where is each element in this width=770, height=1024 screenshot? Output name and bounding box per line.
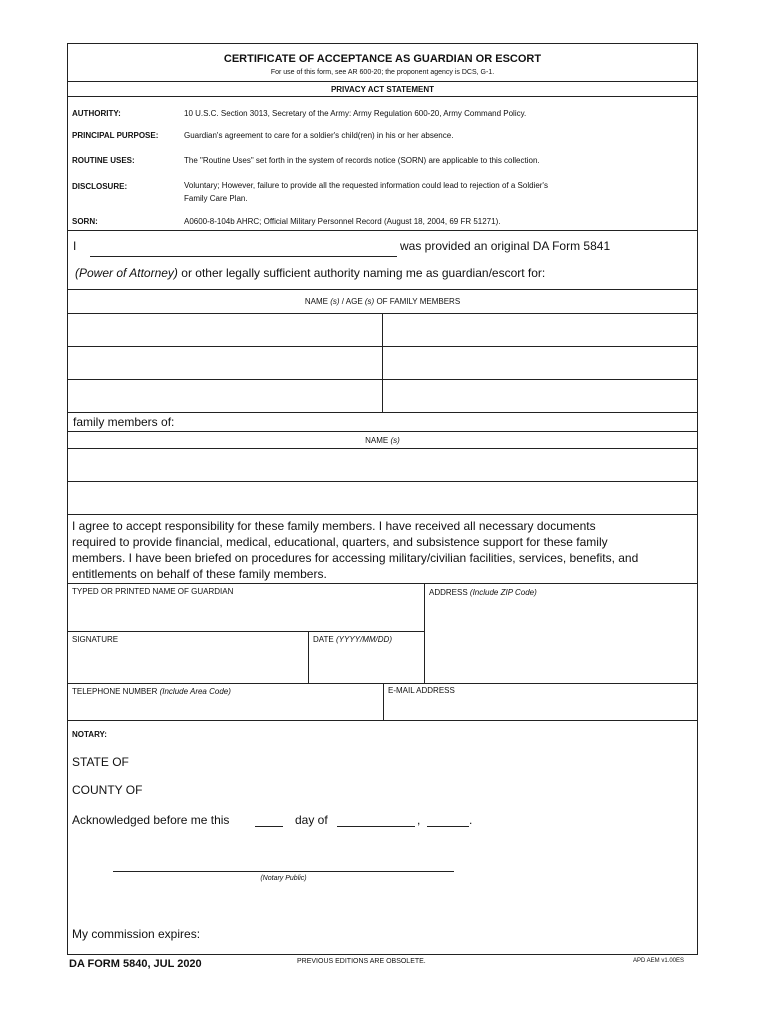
disclosure-label: DISCLOSURE: <box>72 182 128 191</box>
year-blank-line[interactable] <box>427 826 469 827</box>
divider <box>67 431 698 432</box>
divider <box>67 412 698 413</box>
header-rest: OF FAMILY MEMBERS <box>376 297 461 306</box>
phone-label <box>72 687 231 696</box>
date-input[interactable] <box>313 651 425 677</box>
form-title: CERTIFICATE OF ACCEPTANCE AS GUARDIAN OR ESCORT <box>223 53 542 65</box>
disclosure-text-line1: Voluntary; However, failure to provide all the requested information could lead to rejection of a Soldier's <box>184 181 548 190</box>
poa-rest: or other legally sufficient authority naming me as guardian/escort for: <box>181 266 546 280</box>
authority-label: AUTHORITY: <box>72 109 121 118</box>
email-label: E-MAIL ADDRESS <box>388 686 455 695</box>
agreement-line4: entitlements on behalf of these family members. <box>72 567 327 581</box>
family-member-cell[interactable] <box>385 348 700 379</box>
soldier-name-input[interactable] <box>69 483 700 514</box>
routine-uses-text: The "Routine Uses" set forth in the system of records notice (SORN) are applicable to this collection. <box>184 156 540 165</box>
authority-text: 10 U.S.C. Section 3013, Secretary of the Army: Army Regulation 600-20, Army Command Policy. <box>184 109 527 118</box>
sorn-text: A0600-8-104b AHRC; Official Military Personnel Record (August 18, 2004, 69 FR 51271). <box>184 217 501 226</box>
form-number: DA FORM 5840, JUL 2020 <box>69 958 202 970</box>
comma: , <box>417 813 421 827</box>
sorn-label: SORN: <box>72 217 98 226</box>
header-name: NAME <box>304 297 328 306</box>
typed-name-label: TYPED OR PRINTED NAME OF GUARDIAN <box>72 587 234 596</box>
family-member-cell[interactable] <box>69 315 384 346</box>
column-divider <box>383 683 384 720</box>
name-header-s: (s) <box>390 436 400 445</box>
divider <box>67 448 698 449</box>
column-divider <box>382 313 383 412</box>
address-label-text: ADDRESS <box>429 588 468 597</box>
statement-provided-text: was provided an original DA Form 5841 <box>400 239 611 253</box>
routine-uses-label: ROUTINE USES: <box>72 156 135 165</box>
date-hint: (YYYY/MM/DD) <box>335 635 392 644</box>
notary-heading: NOTARY: <box>72 730 107 739</box>
divider <box>67 81 698 82</box>
commission-expires-label: My commission expires: <box>72 927 201 941</box>
statement-i: I <box>73 239 77 253</box>
day-of-text: day of <box>295 813 328 827</box>
address-input[interactable] <box>429 603 698 683</box>
notary-signature-line[interactable] <box>113 871 454 872</box>
agreement-line2: required to provide financial, medical, educational, quarters, and subsistence support for these family <box>72 535 608 549</box>
name-header-text: NAME <box>365 436 389 445</box>
disclosure-text-line2: Family Care Plan. <box>184 194 248 203</box>
purpose-label: PRINCIPAL PURPOSE: <box>72 131 159 140</box>
column-divider <box>308 631 309 683</box>
address-label <box>429 588 537 597</box>
phone-input[interactable] <box>72 700 382 720</box>
county-of-label: COUNTY OF <box>72 783 143 797</box>
period: . <box>469 813 473 827</box>
date-label-text: DATE <box>313 635 334 644</box>
signature-label: SIGNATURE <box>72 635 119 644</box>
family-member-cell[interactable] <box>385 381 700 412</box>
soldier-name-input[interactable] <box>69 450 700 481</box>
notary-public-caption: (Notary Public) <box>260 875 307 882</box>
acknowledged-text: Acknowledged before me this <box>72 813 230 827</box>
family-members-header <box>67 297 698 306</box>
family-member-cell[interactable] <box>69 381 384 412</box>
agreement-line1: I agree to accept responsibility for these family members. I have received all necessary documents <box>72 519 596 533</box>
name-header <box>67 436 698 445</box>
form-subtitle: For use of this form, see AR 600-20; the proponent agency is DCS, G-1. <box>270 69 495 76</box>
purpose-text: Guardian's agreement to care for a soldier's child(ren) in his or her absence. <box>184 131 454 140</box>
divider <box>67 96 698 97</box>
state-of-label: STATE OF <box>72 755 129 769</box>
header-age: / AGE <box>341 297 363 306</box>
day-blank-line[interactable] <box>255 826 283 827</box>
header-s2: (s) <box>364 297 375 306</box>
version-text: APD AEM v1.00ES <box>633 958 685 964</box>
address-hint: (Include ZIP Code) <box>469 588 537 597</box>
privacy-heading: PRIVACY ACT STATEMENT <box>330 85 435 94</box>
family-members-of-label: family members of: <box>73 415 175 429</box>
divider <box>67 631 425 632</box>
guardian-name-input[interactable] <box>90 237 397 257</box>
phone-label-text: TELEPHONE NUMBER <box>72 687 158 696</box>
signature-field[interactable] <box>72 650 304 678</box>
divider <box>67 230 698 231</box>
divider <box>67 514 698 515</box>
divider <box>67 720 698 721</box>
family-member-cell[interactable] <box>69 348 384 379</box>
header-s1: (s) <box>330 297 340 306</box>
statement-poa-line <box>75 266 545 280</box>
poa-italic: (Power of Attorney) <box>75 266 178 280</box>
family-member-cell[interactable] <box>385 315 700 346</box>
email-input[interactable] <box>388 700 698 720</box>
agreement-line3: members. I have been briefed on procedures for accessing military/civilian facilities, services, benefits, and <box>72 551 639 565</box>
typed-name-input[interactable] <box>72 603 424 629</box>
month-blank-line[interactable] <box>337 826 415 827</box>
divider <box>67 583 698 584</box>
obsolete-notice: PREVIOUS EDITIONS ARE OBSOLETE. <box>297 958 426 965</box>
phone-hint: (Include Area Code) <box>159 687 231 696</box>
divider <box>67 289 698 290</box>
date-label <box>313 635 392 644</box>
divider <box>67 481 698 482</box>
